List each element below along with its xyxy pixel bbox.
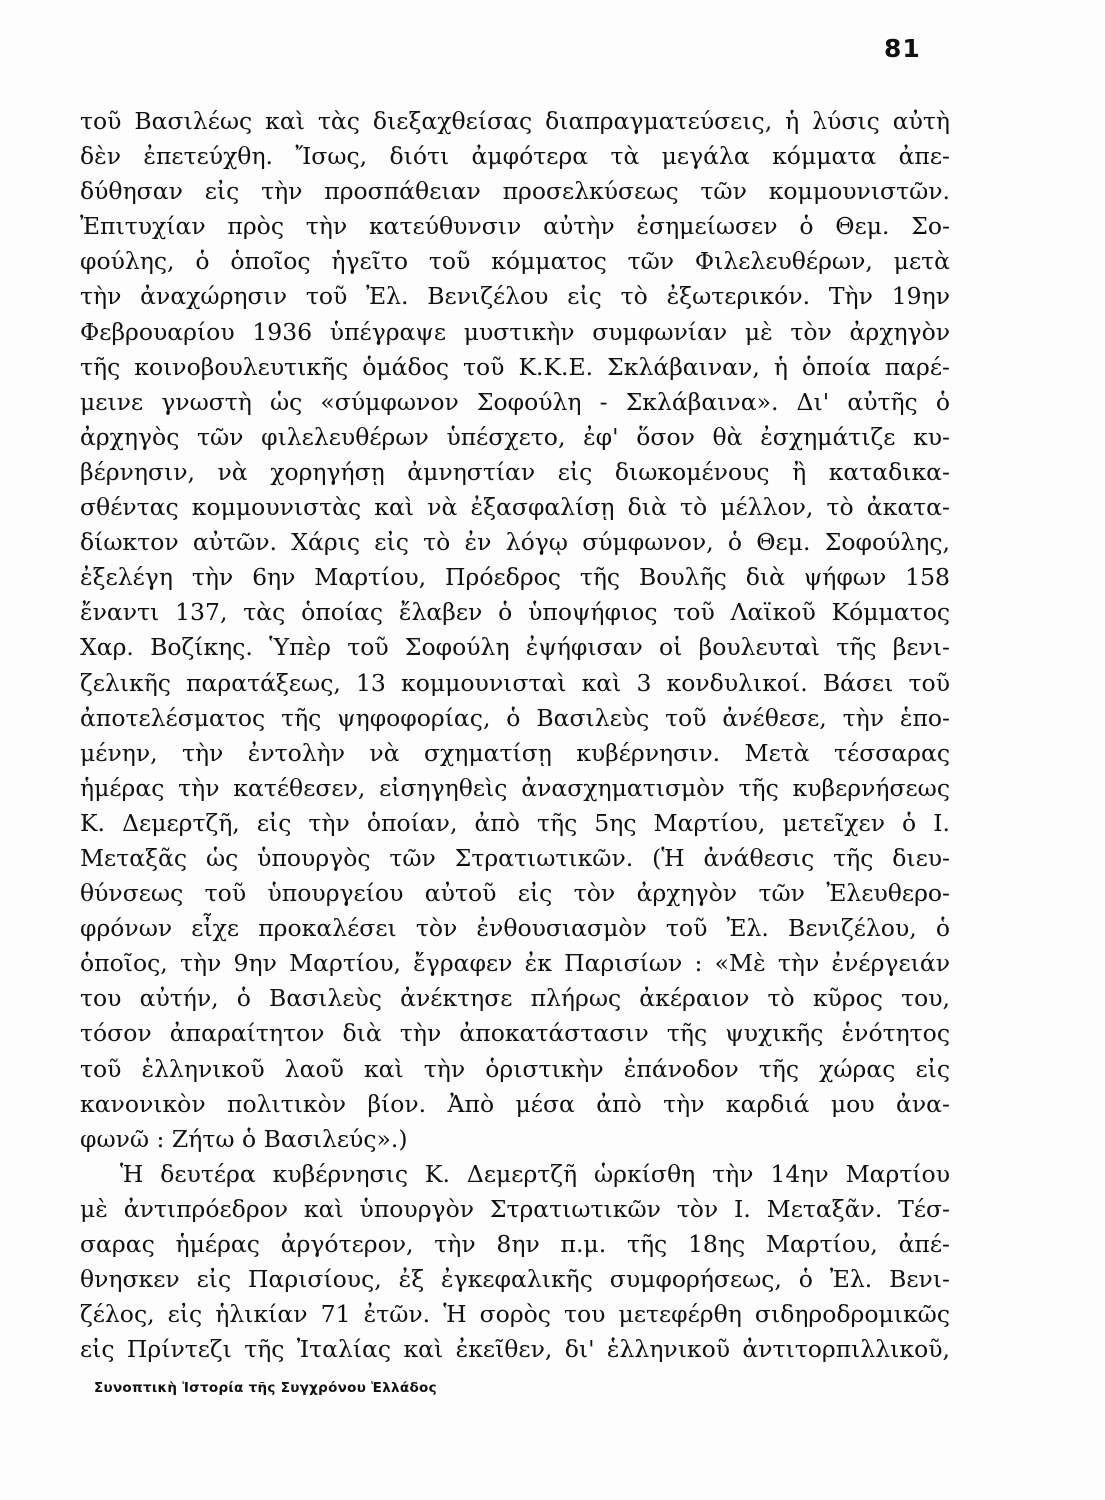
text-line: δίωκτον αὐτῶν. Χάρις εἰς τὸ ἐν λόγῳ σύμφωνον, ὁ Θεμ. Σοφούλης, — [80, 528, 950, 557]
text-line: ἀρχηγὸς τῶν φιλελευθέρων ὑπέσχετο, ἐφ' ὅσον θὰ ἐσχημάτιζε κυ- — [80, 422, 950, 451]
text-line: Ἐπιτυχίαν πρὸς τὴν κατεύθυνσιν αὐτὴν ἐσημείωσεν ὁ Θεμ. Σο- — [80, 212, 950, 241]
page-number: 81 — [884, 34, 921, 63]
text-line: Χαρ. Βοζίκης. Ὑπὲρ τοῦ Σοφούλη ἐψήφισαν οἱ βουλευταὶ τῆς βενι- — [80, 633, 950, 662]
text-line: δὲν ἐπετεύχθη. Ἴσως, διότι ἀμφότερα τὰ μεγάλα κόμματα ἀπε- — [80, 142, 950, 171]
text-line: ἡμέρας τὴν κατέθεσεν, εἰσηγηθεὶς ἀνασχηματισμὸν τῆς κυβερνήσεως — [80, 773, 950, 802]
text-line: εἰς Πρίντεζι τῆς Ἰταλίας καὶ ἐκεῖθεν, δι' ἑλληνικοῦ ἀντιτορπιλλικοῦ, — [80, 1335, 950, 1364]
text-line: ἀποτελέσματος τῆς ψηφοφορίας, ὁ Βασιλεὺς τοῦ ἀνέθεσε, τὴν ἑπο- — [80, 703, 950, 732]
text-line-paragraph-start: Ἡ δευτέρα κυβέρνησις Κ. Δεμερτζῆ ὡρκίσθη τὴν 14ην Μαρτίου — [120, 1159, 950, 1188]
text-line: μεινε γνωστὴ ὡς «σύμφωνον Σοφούλη - Σκλάβαινα». Δι' αὐτῆς ὁ — [80, 387, 950, 416]
text-line: ἐξελέγη τὴν 6ην Μαρτίου, Πρόεδρος τῆς Βουλῆς διὰ ψήφων 158 — [80, 563, 950, 592]
text-line: ζέλος, εἰς ἡλικίαν 71 ἐτῶν. Ἡ σορὸς του μετεφέρθη σιδηροδρομικῶς — [80, 1300, 950, 1329]
text-line: Κ. Δεμερτζῆ, εἰς τὴν ὁποίαν, ἀπὸ τῆς 5ης Μαρτίου, μετεῖχεν ὁ Ι. — [80, 808, 950, 837]
text-line: ἔναντι 137, τὰς ὁποίας ἔλαβεν ὁ ὑποψήφιος τοῦ Λαϊκοῦ Κόμματος — [80, 598, 950, 627]
text-line: Φεβρουαρίου 1936 ὑπέγραψε μυστικὴν συμφωνίαν μὲ τὸν ἀρχηγὸν — [80, 317, 950, 346]
text-line: τῆς κοινοβουλευτικῆς ὁμάδος τοῦ Κ.Κ.Ε. Σκλάβαιναν, ἡ ὁποία παρέ- — [80, 352, 950, 381]
text-line: του αὐτήν, ὁ Βασιλεὺς ἀνέκτησε πλήρως ἀκέραιον τὸ κῦρος του, — [80, 984, 950, 1013]
text-line: φωνῶ : Ζήτω ὁ Βασιλεύς».) — [80, 1124, 408, 1153]
text-line: τοῦ Βασιλέως καὶ τὰς διεξαχθείσας διαπραγματεύσεις, ἡ λύσις αὐτὴ — [80, 107, 950, 135]
text-line: ὁποῖος, τὴν 9ην Μαρτίου, ἔγραφεν ἐκ Παρισίων : «Μὲ τὴν ἐνέργειάν — [80, 949, 950, 978]
text-line: τόσον ἀπαραίτητον διὰ τὴν ἀποκατάστασιν τῆς ψυχικῆς ἑνότητος — [80, 1019, 950, 1048]
text-line: δύθησαν εἰς τὴν προσπάθειαν προσελκύσεως τῶν κομμουνιστῶν. — [80, 177, 950, 206]
text-line: τοῦ ἑλληνικοῦ λαοῦ καὶ τὴν ὁριστικὴν ἐπάνοδον τῆς χώρας εἰς — [80, 1054, 950, 1083]
text-line: θύνσεως τοῦ ὑπουργείου αὐτοῦ εἰς τὸν ἀρχηγὸν τῶν Ἐλευθερο- — [80, 879, 950, 908]
body-text — [80, 104, 950, 1367]
text-line: φούλης, ὁ ὁποῖος ἡγεῖτο τοῦ κόμματος τῶν Φιλελευθέρων, μετὰ — [80, 247, 950, 276]
text-line: τὴν ἀναχώρησιν τοῦ Ἐλ. Βενιζέλου εἰς τὸ ἐξωτερικόν. Τὴν 19ην — [80, 282, 950, 311]
text-line: Μεταξᾶς ὡς ὑπουργὸς τῶν Στρατιωτικῶν. (Ἡ ἀνάθεσις τῆς διευ- — [80, 843, 950, 872]
text-line: σαρας ἡμέρας ἀργότερον, τὴν 8ην π.μ. τῆς 18ης Μαρτίου, ἀπέ- — [80, 1230, 950, 1258]
footer-book-title: Συνοπτικὴ Ἱστορία τῆς Συγχρόνου Ἑλλάδος — [94, 1380, 437, 1396]
text-line: φρόνων εἶχε προκαλέσει τὸν ἐνθουσιασμὸν τοῦ Ἐλ. Βενιζέλου, ὁ — [80, 914, 950, 943]
text-line: ζελικῆς παρατάξεως, 13 κομμουνισταὶ καὶ 3 κονδυλικοί. Βάσει τοῦ — [80, 668, 950, 697]
text-line: κανονικὸν πολιτικὸν βίον. Ἀπὸ μέσα ἀπὸ τὴν καρδιά μου ἀνα- — [80, 1089, 950, 1118]
text-line: βέρνησιν, νὰ χορηγήσῃ ἀμνηστίαν εἰς διωκομένους ἢ καταδικα- — [80, 457, 950, 486]
text-line: σθέντας κομμουνιστὰς καὶ νὰ ἐξασφαλίσῃ διὰ τὸ μέλλον, τὸ ἀκατα- — [80, 493, 950, 522]
text-line: θνησκεν εἰς Παρισίους, ἐξ ἐγκεφαλικῆς συμφορήσεως, ὁ Ἐλ. Βενι- — [80, 1265, 950, 1294]
text-line: μὲ ἀντιπρόεδρον καὶ ὑπουργὸν Στρατιωτικῶν τὸν Ι. Μεταξᾶν. Τέσ- — [80, 1194, 950, 1223]
text-line: μένην, τὴν ἐντολὴν νὰ σχηματίσῃ κυβέρνησιν. Μετὰ τέσσαρας — [80, 738, 950, 767]
